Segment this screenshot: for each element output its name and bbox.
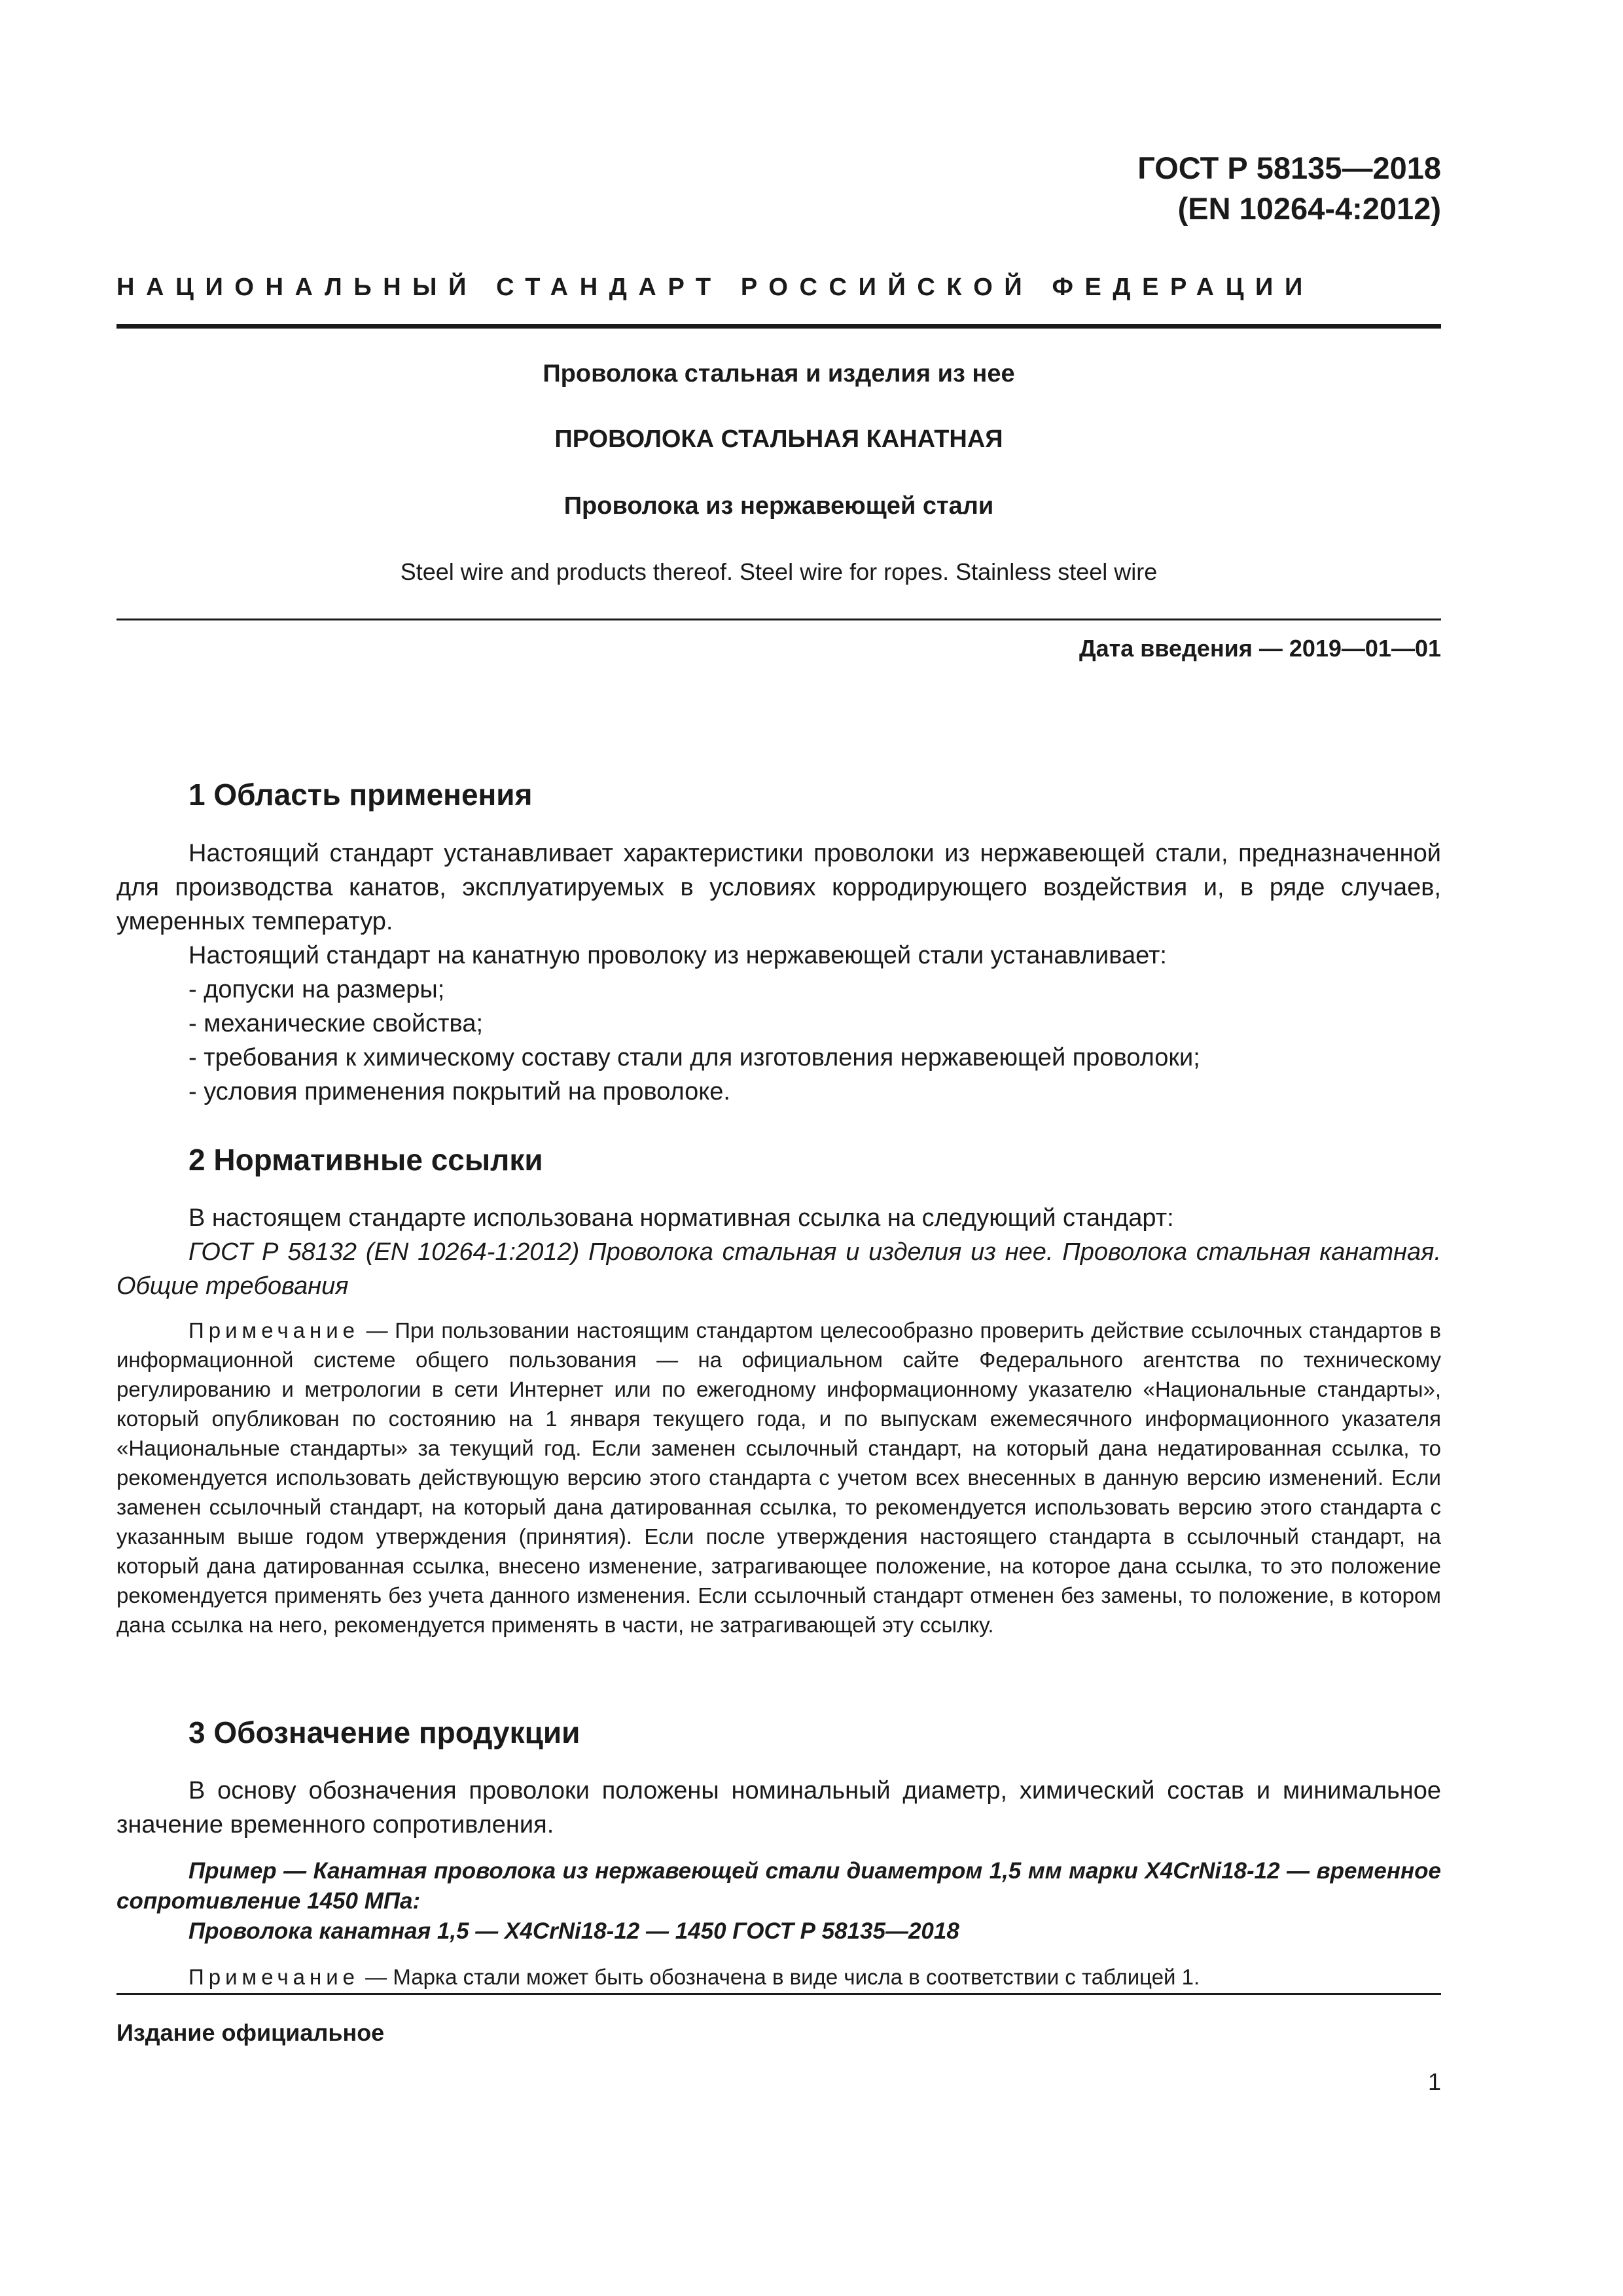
- section-1-paragraph-1: Настоящий стандарт устанавливает характеристики проволоки из нержавеющей стали, предназначенной для производства канатов, эксплуатируемых в условиях корродирующего воздействия и, в ряде случаев, умеренных температур.: [116, 840, 1441, 935]
- list-item: - условия применения покрытий на проволоке.: [188, 1078, 730, 1105]
- section-2-paragraph-1: В настоящем стандарте использована нормативная ссылка на следующий стандарт:: [188, 1204, 1174, 1232]
- note-label: Примечание: [188, 1318, 360, 1342]
- title-sub: Проволока из нержавеющей стали: [563, 492, 994, 520]
- page-number: 1: [1427, 2068, 1441, 2095]
- section-3-heading: 3 Обозначение продукции: [188, 1715, 580, 1749]
- list-item: - требования к химическому составу стали для изготовления нержавеющей проволоки;: [188, 1044, 1200, 1071]
- section-2-heading: 2 Нормативные ссылки: [188, 1143, 543, 1177]
- introduction-date: Дата введения — 2019—01—01: [1079, 635, 1441, 662]
- section-1-body: [116, 836, 1441, 1109]
- footer-rule: [116, 1993, 1441, 1995]
- section-1-paragraph-2: Настоящий стандарт на канатную проволоку из нержавеющей стали устанавливает:: [188, 942, 1167, 969]
- example-designation: Проволока канатная 1,5 — X4CrNi18-12 — 1450 ГОСТ Р 58135—2018: [188, 1918, 959, 1944]
- note-text: — При пользовании настоящим стандартом целесообразно проверить действие ссылочных стандартов в информационной системе общего пользования — на официальном сайте Федерального агентства по техническому регулированию и метрологии в сети Интернет или по ежегодному информационному указателю «Национальные стандарты», который опубликован по состоянию на 1 января текущего года, и по выпускам ежемесячного информационного указателя «Национальные стандарты» за текущий год. Если заменен ссылочный стандарт, на который дана недатированная ссылка, то рекомендуется использовать действующую версию этого стандарта с учетом всех внесенных в данную версию изменений. Если заменен ссылочный стандарт, на который дана датированная ссылка, то рекомендуется использовать версию этого стандарта с указанным выше годом утверждения (принятия). Если после утверждения настоящего стандарта в ссылочный стандарт, на который дана датированная ссылка, внесено изменение, затрагивающее положение, на которое дана ссылка, то это положение рекомендуется применять без учета данного изменения. Если ссылочный стандарт отменен без замены, то положение, в котором дана ссылка на него, рекомендуется применять в части, не затрагивающей эту ссылку.: [116, 1318, 1441, 1637]
- list-item: - допуски на размеры;: [188, 976, 445, 1003]
- national-standard-title: НАЦИОНАЛЬНЫЙ СТАНДАРТ РОССИЙСКОЙ ФЕДЕРАЦИИ: [116, 274, 1314, 301]
- title-rule: [116, 619, 1441, 620]
- standard-code-line2: (EN 10264-4:2012): [1177, 191, 1441, 226]
- standard-code: [1137, 148, 1441, 229]
- official-edition-label: Издание официальное: [116, 2019, 385, 2046]
- note-text: — Марка стали может быть обозначена в виде числа в соответствии с таблицей 1.: [359, 1965, 1200, 1989]
- title-english: Steel wire and products thereof. Steel wire for ropes. Stainless steel wire: [400, 558, 1158, 585]
- title-group: Проволока стальная и изделия из нее: [543, 360, 1015, 387]
- section-3-body: [116, 1774, 1441, 1842]
- section-3-note: [116, 1962, 1441, 1992]
- list-item: - механические свойства;: [188, 1010, 484, 1037]
- section-2-body: [116, 1201, 1441, 1303]
- normative-reference: ГОСТ Р 58132 (EN 10264-1:2012) Проволока стальная и изделия из нее. Проволока стальная канатная. Общие требования: [116, 1238, 1441, 1300]
- example-text: Пример — Канатная проволока из нержавеющей стали диаметром 1,5 мм марки X4CrNi18-12 — временное сопротивление 1450 МПа:: [116, 1858, 1441, 1914]
- section-3-paragraph-1: В основу обозначения проволоки положены номинальный диаметр, химический состав и минимальное значение временного сопротивления.: [116, 1777, 1441, 1839]
- header-rule: [116, 324, 1441, 329]
- document-page: [116, 0, 1441, 2296]
- section-2-note: [116, 1316, 1441, 1640]
- section-1-heading: 1 Область применения: [188, 778, 533, 812]
- standard-code-line1: ГОСТ Р 58135—2018: [1137, 151, 1441, 185]
- note-label: Примечание: [188, 1965, 360, 1989]
- section-3-example: [116, 1856, 1441, 1946]
- title-main: ПРОВОЛОКА СТАЛЬНАЯ КАНАТНАЯ: [554, 425, 1003, 453]
